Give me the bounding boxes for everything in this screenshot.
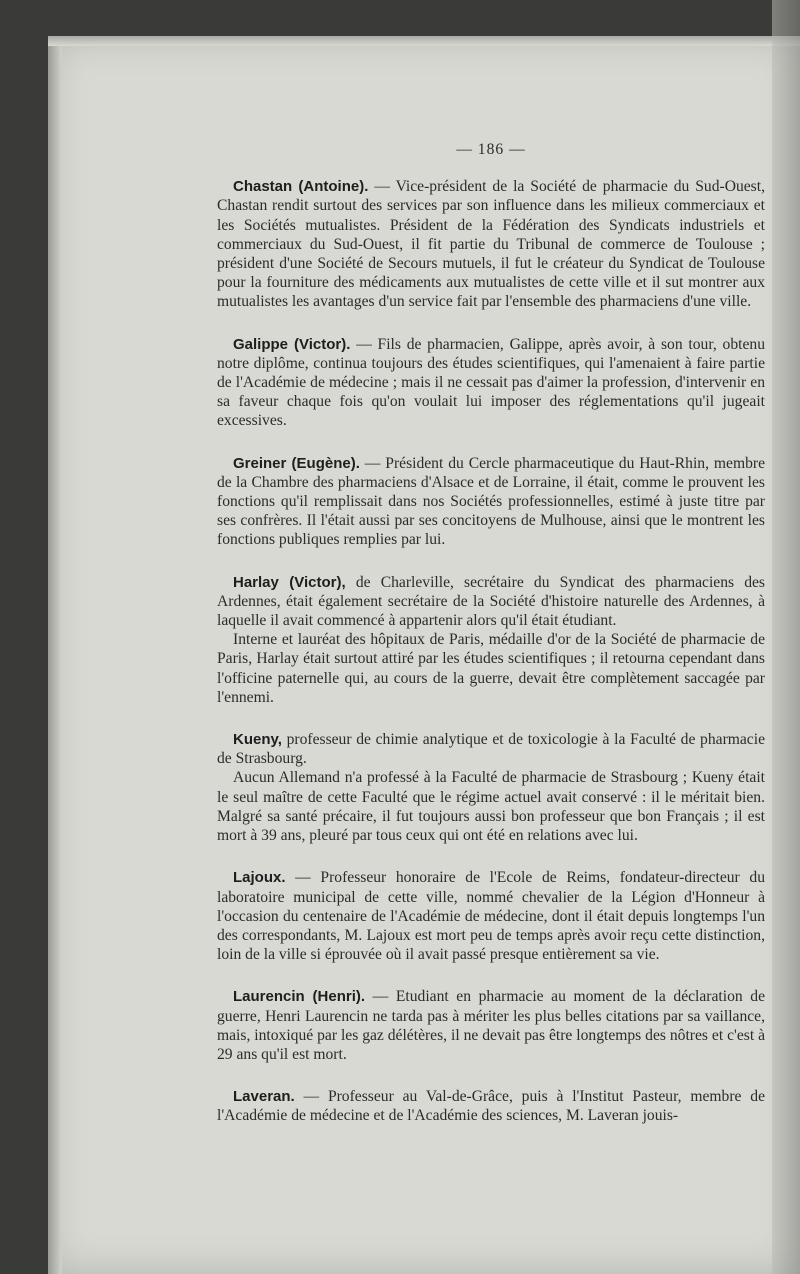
entry-text: — Etudiant en pharmacie au moment de la déclaration de guerre, Henri Laurencin ne tarda pas à mériter les plus belles citations par sa vaillance, mais, intoxiqué par les gaz délétères, il ne devait pas être longtemps des nôtres et c'est à 29 ans qu'il est mort. (217, 988, 765, 1063)
entry-text: — Président du Cercle pharmaceutique du Haut-Rhin, membre de la Chambre des pharmaciens d'Alsace et de Lorraine, il était, comme le prouvent les fonctions qu'il remplissait dans nos Sociétés professionnelles, estimé à juste titre par ses confrères. Il l'était aussi par ses concitoyens de Mulhouse, ainsi que le montrent les fonctions publiques remplies par lui. (217, 454, 765, 549)
page-right-edge (772, 0, 800, 1274)
entry-name: Laurencin (Henri). (233, 988, 366, 1006)
entry-lajoux (217, 868, 765, 964)
entry-chastan (217, 177, 765, 311)
entry-text: — Professeur honoraire de l'Ecole de Reims, fondateur-directeur du laboratoire municipal de cette ville, nommé chevalier de la Légion d'Honneur à l'occasion du centenaire de l'Académie de médecine, dont il était depuis longtemps l'un des correspondants, M. Lajoux est mort peu de temps après avoir reçu cette distinction, loin de la ville si éprouvée où il avait passé presque entièrement sa vie. (217, 869, 765, 964)
entry-name: Laveran. (233, 1088, 295, 1106)
entry-name: Harlay (Victor), (233, 573, 346, 591)
entry-laurencin (217, 987, 765, 1064)
entry-text: de Charleville, secrétaire du Syndicat des pharmaciens des Ardennes, était également secrétaire de la Société d'histoire naturelle des Ardennes, à laquelle il avait commencé à appartenir alors qu'il était étudiant. (217, 573, 766, 630)
entry-greiner (217, 454, 765, 550)
page-gutter-shadow (48, 36, 62, 1274)
entry-paragraph: Interne et lauréat des hôpitaux de Paris, médaille d'or de la Société de pharmacie de Paris, Harlay était surtout attiré par les études scientifiques ; il retourna cependant dans l'officine paternelle qui, au cours de la guerre, devait être complètement saccagée par l'ennemi. (217, 631, 765, 706)
entry-harlay (217, 573, 765, 707)
entry-text: — Vice-président de la Société de pharmacie du Sud-Ouest, Chastan rendit surtout des services par son influence dans les milieux commerciaux et les Sociétés mutualistes. Président de la Fédération des Syndicats industriels et commerciaux du Sud-Ouest, il fit partie du Tribunal de commerce de Toulouse ; président d'une Société de Secours mutuels, il fut le créateur du Syndicat de Toulouse pour la fourniture des médicaments aux mutualistes de cette ville et il sut montrer aux mutualistes les avantages d'un service fait par l'ensemble des pharmaciens d'une ville. (217, 178, 765, 311)
entry-text: professeur de chimie analytique et de toxicologie à la Faculté de pharmacie de Strasbourg. (217, 731, 765, 768)
entry-galippe (217, 335, 765, 431)
entry-laveran (217, 1087, 765, 1125)
entry-name: Kueny, (233, 731, 282, 749)
page-text-block (217, 140, 765, 1149)
entry-name: Greiner (Eugène). (233, 454, 360, 472)
entry-name: Lajoux. (233, 869, 286, 887)
entry-text: — Professeur au Val-de-Grâce, puis à l'Institut Pasteur, membre de l'Académie de médecine et de l'Académie des sciences, M. Laveran jouis- (217, 1088, 765, 1125)
entry-text: — Fils de pharmacien, Galippe, après avoir, à son tour, obtenu notre diplôme, continua toujours des études scientifiques, qui l'amenaient à faire partie de l'Académie de médecine ; mais il ne cessait pas d'aimer la profession, d'intervenir en sa faveur chaque fois qu'on voulait lui imposer des réglementations qu'il jugeait excessives. (217, 335, 765, 430)
entry-kueny (217, 730, 765, 845)
page-number: — 186 — (456, 141, 526, 158)
page-top-edge (48, 36, 800, 46)
entry-paragraph: Aucun Allemand n'a professé à la Faculté de pharmacie de Strasbourg ; Kueny était le seul maître de cette Faculté que le régime actuel avait conservé : il le méritait bien. Malgré sa santé précaire, il fut toujours aussi bon professeur que bon Français ; il est mort à 39 ans, pleuré par tous ceux qui ont été en relations avec lui. (217, 769, 765, 845)
entry-name: Galippe (Victor). (233, 335, 351, 353)
entry-name: Chastan (Antoine). (233, 178, 369, 196)
